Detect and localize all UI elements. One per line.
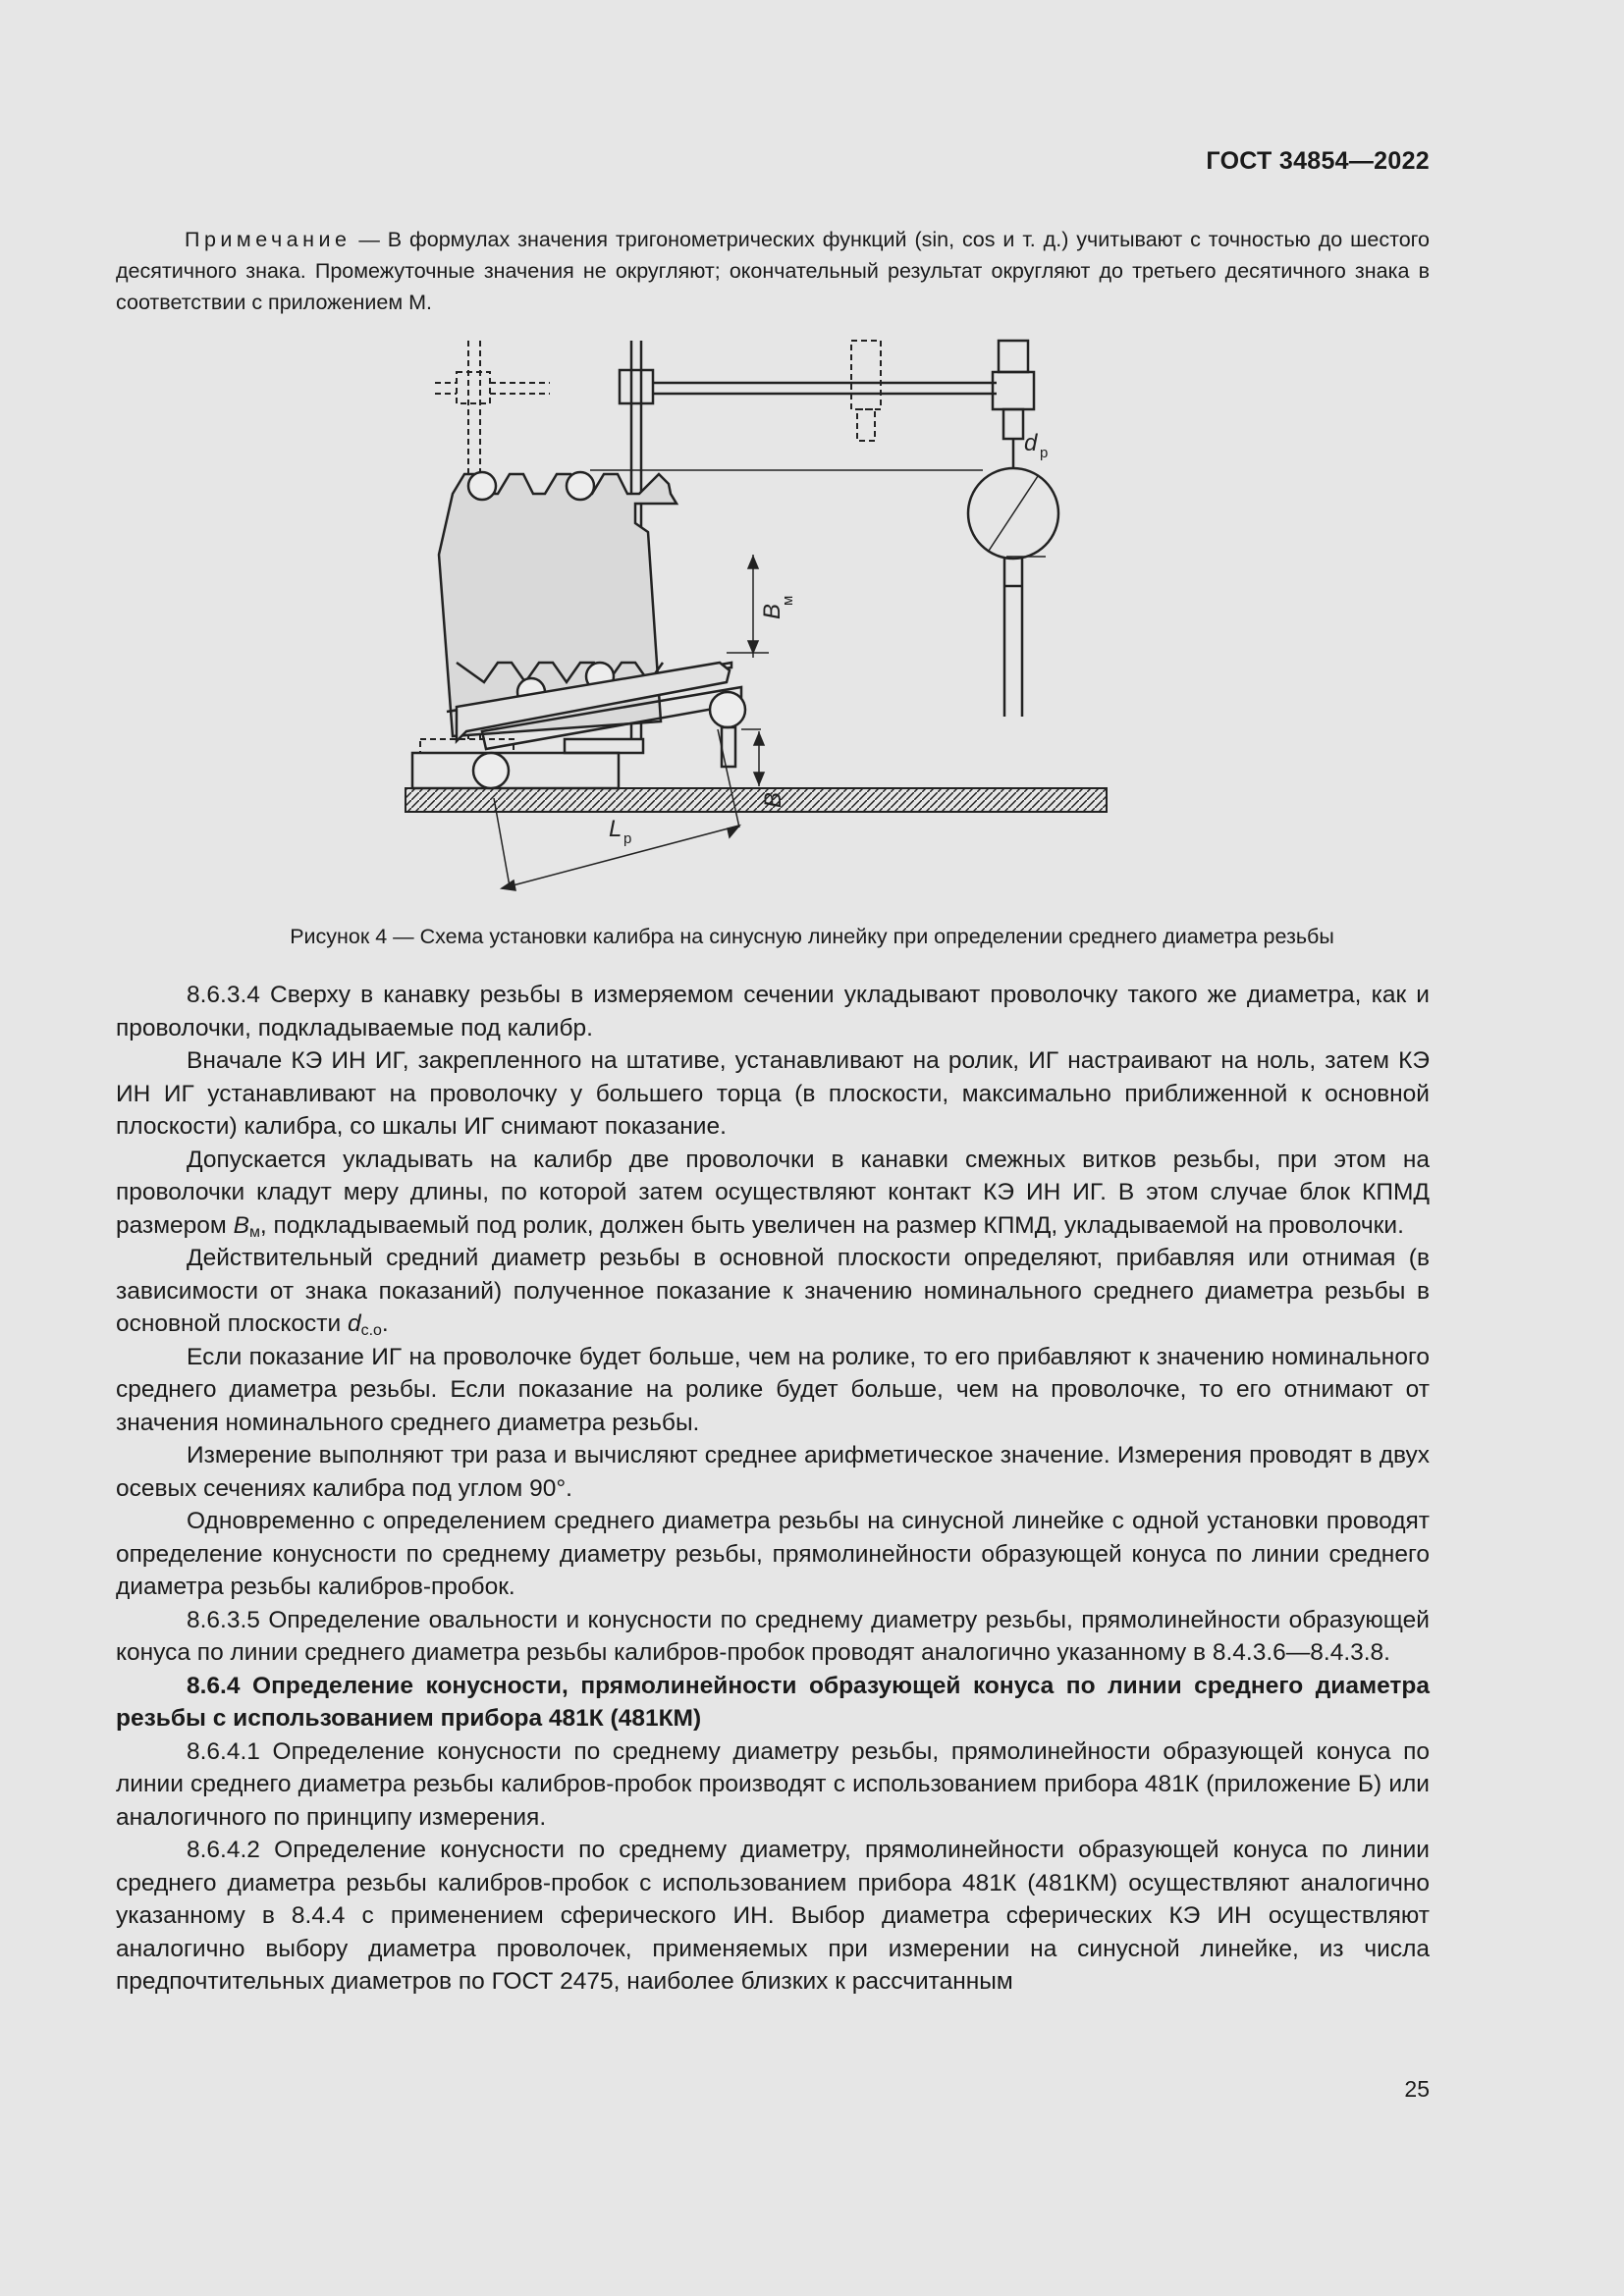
- symbol-d: d: [348, 1310, 361, 1337]
- paragraph: [116, 1144, 1430, 1243]
- paragraph: Вначале КЭ ИН ИГ, закрепленного на штативе, устанавливают на ролик, ИГ настраивают на ноль, затем КЭ ИН ИГ устанавливают на проволочку у большего торца (в плоскости, максимально приближенной к основной плоскости) калибра, со шкалы ИГ снимают показание.: [116, 1047, 1430, 1140]
- label-lp-sub: р: [623, 830, 632, 847]
- dial-indicator: [968, 341, 1058, 717]
- surface-plate: [412, 739, 643, 788]
- label-bm: B: [759, 603, 785, 619]
- section-heading-8-6-4: 8.6.4 Определение конусности, прямолинейности образующей конуса по линии среднего диаметра резьбы с использованием прибора 481К (481КМ): [116, 1672, 1430, 1732]
- note-text: — В формулах значения тригонометрических функций (sin, cos и т. д.) учитывают с точностью до шестого десятичного знака. Промежуточные значения не округляют; окончательный результат округляют до третьего десятичного знака в соответствии с приложением М.: [116, 228, 1430, 314]
- document-header: ГОСТ 34854—2022: [1206, 147, 1430, 175]
- page-number: 25: [1404, 2076, 1430, 2102]
- label-b: B: [760, 791, 786, 808]
- base-plate: [406, 788, 1107, 812]
- paragraph-8-6-3-4: 8.6.3.4 Сверху в канавку резьбы в измеряемом сечении укладывают проволочку такого же диаметра, как и проволочки, подкладываемые под калибр.: [116, 982, 1430, 1041]
- text-run: Действительный средний диаметр резьбы в основной плоскости определяют, прибавляя или отнимая (в зависимости от знака показаний) полученное показание к значению номинального среднего диаметра резьбы в основной плоскости: [116, 1245, 1430, 1337]
- symbol-sub: м: [248, 1223, 260, 1241]
- text-run: , подкладываемый под ролик, должен быть увеличен на размер КПМД, укладываемой на проволочки.: [259, 1211, 1404, 1239]
- label-lp: L: [609, 816, 623, 842]
- figure-4-diagram: [388, 329, 1134, 898]
- symbol-sub: с.о: [360, 1322, 382, 1339]
- label-bm-sub: м: [780, 595, 796, 606]
- paragraph: Если показание ИГ на проволочке будет больше, чем на ролике, то его прибавляют к значению номинального среднего диаметра резьбы. Если показание на ролике будет больше, чем на проволочке, то его отнимают от значения номинального среднего диаметра резьбы.: [116, 1343, 1430, 1436]
- text-run: .: [381, 1310, 389, 1337]
- paragraph: Измерение выполняют три раза и вычисляют среднее арифметическое значение. Измерения проводят в двух осевых сечениях калибра под углом 90°.: [116, 1442, 1430, 1502]
- text-run: Допускается укладывать на калибр две проволочки в канавки смежных витков резьбы, при этом на проволочки кладут меру длины, по которой затем осуществляют контакт КЭ ИН ИГ. В этом случае блок КПМД размером: [116, 1146, 1430, 1239]
- paragraph-8-6-4-2: 8.6.4.2 Определение конусности по среднему диаметру, прямолинейности образующей конуса по линии среднего диаметра резьбы калибров-пробок с использованием прибора 481К (481КМ) осуществляют аналогично указанному в 8.4.4 с применением сферического ИН. Выбор диаметра сферических КЭ ИН осуществляют аналогично выбору диаметра проволочек, применяемых при измерении на синусной линейке, из числа предпочтительных диаметров по ГОСТ 2475, наиболее близких к рассчитанным: [116, 1837, 1430, 1995]
- paragraph: Одновременно с определением среднего диаметра резьбы на синусной линейке с одной установки проводят определение конусности по среднему диаметру резьбы, прямолинейности образующей конуса по линии среднего диаметра резьбы калибров-пробок.: [116, 1508, 1430, 1600]
- figure-caption: Рисунок 4 — Схема установки калибра на синусную линейку при определении среднего диаметра резьбы: [290, 925, 1334, 948]
- note-paragraph: [116, 224, 1430, 318]
- label-dp: d: [1024, 430, 1038, 456]
- paragraph: [116, 1242, 1430, 1341]
- paragraph-8-6-4-1: 8.6.4.1 Определение конусности по среднему диаметру резьбы, прямолинейности образующей конуса по линии среднего диаметра резьбы калибров-пробок производят с использованием прибора 481К (приложение Б) или аналогичного по принципу измерения.: [116, 1737, 1430, 1831]
- label-dp-sub: р: [1040, 445, 1049, 461]
- symbol-b: B: [233, 1211, 249, 1239]
- paragraph-8-6-3-5: 8.6.3.5 Определение овальности и конусности по среднему диаметру резьбы, прямолинейности образующей конуса по линии среднего диаметра резьбы калибров-пробок проводят аналогично указанному в 8.4.3.6—8.4.3.8.: [116, 1606, 1430, 1666]
- note-label: Примечание: [185, 228, 352, 251]
- body-text: [116, 979, 1430, 1999]
